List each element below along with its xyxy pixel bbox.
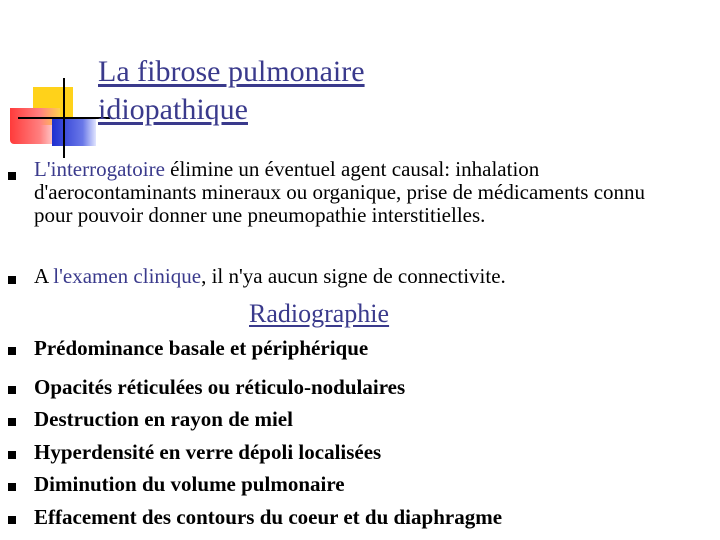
title-line-2: idiopathique	[98, 93, 248, 126]
list-item-examen	[34, 265, 674, 288]
list-item: Destruction en rayon de miel	[34, 407, 293, 431]
list-item: Hyperdensité en verre dépoli localisées	[34, 440, 382, 464]
bullet-square-icon	[8, 451, 16, 459]
item-prefix: A	[34, 264, 54, 288]
bullet-square-icon	[8, 386, 16, 394]
horizontal-line	[18, 117, 110, 119]
title-line-1: La fibrose pulmonaire	[98, 55, 365, 88]
section-heading: Radiographie	[249, 299, 390, 328]
list-item: Prédominance basale et périphérique	[34, 336, 369, 360]
list-item: Opacités réticulées ou réticulo-nodulaires	[34, 375, 406, 399]
bullet-square-icon	[8, 276, 16, 284]
item-text: , il n'ya aucun signe de connectivite.	[201, 264, 506, 288]
bullet-square-icon	[8, 172, 16, 180]
item-text: élimine un éventuel agent causal: inhalation d'aerocontaminants mineraux ou organique, prise de médicaments connu pour pouvoir donner une pneumopathie interstitielles.	[34, 157, 646, 227]
blue-square	[52, 118, 96, 146]
list-item: Diminution du volume pulmonaire	[34, 472, 345, 496]
highlight-text: l'examen clinique	[53, 264, 202, 288]
bullet-square-icon	[8, 516, 16, 524]
bullet-square-icon	[8, 483, 16, 491]
list-item: Effacement des contours du coeur et du diaphragme	[34, 505, 503, 529]
slide-title	[98, 53, 365, 129]
bullet-square-icon	[8, 347, 16, 355]
list-item-interrogatoire	[34, 158, 674, 227]
highlight-text: L'interrogatoire	[34, 157, 165, 181]
decorative-logo	[0, 0, 110, 160]
bullet-square-icon	[8, 418, 16, 426]
